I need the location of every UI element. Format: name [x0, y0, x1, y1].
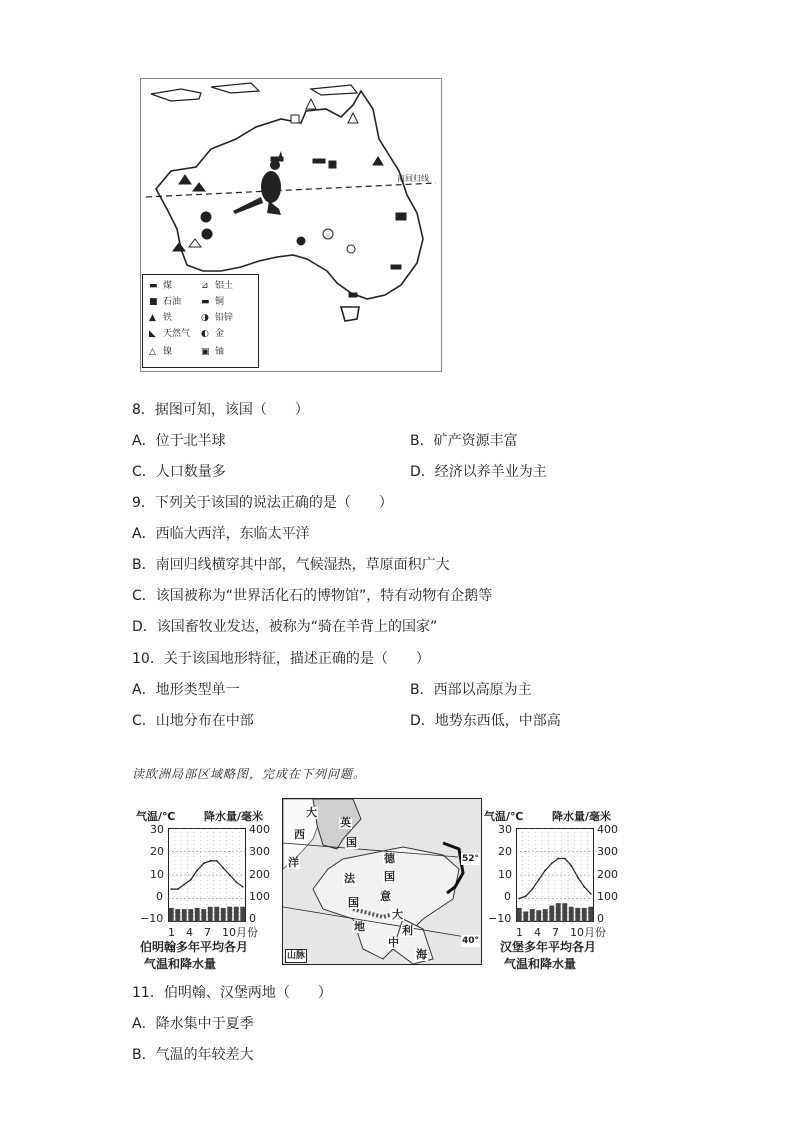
left-precip-head: 降水量/毫米 [204, 810, 264, 823]
question-9-option-a[interactable]: A．西临大西洋，东临太平洋 [132, 526, 310, 542]
question-11-stem: 11．伯明翰、汉堡两地（ ） [132, 985, 332, 1001]
precip-bar [549, 906, 554, 922]
precip-bar [182, 909, 187, 922]
left-chart-caption-2: 气温和降水量 [144, 957, 217, 971]
right-temp-head: 气温/℃ [484, 810, 524, 823]
legend-label: 铅锌 [215, 313, 234, 323]
right-temp-tick: −10 [488, 912, 512, 925]
europe-map-svg [283, 799, 481, 964]
temperature-point [235, 881, 237, 883]
map-legend [142, 274, 259, 368]
temperature-point [544, 869, 546, 871]
map-label: 国 [384, 870, 395, 883]
temperature-point [525, 895, 527, 897]
temperature-point [209, 860, 211, 862]
precip-bar [169, 908, 174, 922]
precip-bar [588, 907, 593, 922]
right-temp-tick: 20 [498, 845, 512, 858]
coal-symbol [313, 159, 325, 163]
map-label: 大 [392, 908, 403, 921]
lat-52-label: 52° [462, 854, 480, 864]
left-month-ticks: 1 4 7 10月份 [168, 926, 258, 939]
legend-gas-symbol: ◣ [149, 329, 156, 339]
legend-coal-symbol: ▬ [149, 281, 158, 291]
map-label: 法 [344, 872, 355, 885]
question-8-option-a[interactable]: A．位于北半球 [132, 433, 226, 449]
precip-bar [234, 907, 239, 922]
temperature-point [531, 888, 533, 890]
right-precip-tick: 400 [597, 823, 618, 836]
legend-label: 铀 [215, 347, 225, 357]
right-temp-tick: 0 [504, 890, 511, 903]
map-label: 国 [346, 836, 357, 849]
precip-bar [562, 903, 567, 922]
left-temp-tick: 10 [150, 868, 164, 881]
island-path [151, 89, 201, 101]
precip-bar [582, 908, 587, 922]
map-label: 利 [402, 924, 413, 937]
question-8-option-b[interactable]: B．矿产资源丰富 [410, 433, 518, 449]
precip-bar [575, 908, 580, 922]
nickel-symbol [347, 245, 355, 253]
tasmania-path [341, 307, 359, 321]
oil-symbol [329, 161, 336, 168]
island-path [311, 85, 357, 95]
legend-label: 金 [215, 329, 225, 339]
birmingham-climate-chart [168, 828, 246, 922]
coal-symbol [391, 265, 401, 269]
question-11-option-b[interactable]: B．气温的年较差大 [132, 1047, 254, 1063]
right-chart-caption-1: 汉堡多年平均各月 [500, 940, 597, 954]
europe-region-map [282, 798, 482, 965]
precip-bar [227, 907, 232, 922]
right-temp-tick: 30 [498, 823, 512, 836]
precip-bar [517, 908, 522, 922]
hamburg-climate-chart [516, 828, 594, 922]
map-label: 意 [380, 890, 391, 903]
temperature-point [203, 862, 205, 864]
question-9-option-d[interactable]: D．该国畜牧业发达，被称为“骑在羊背上的国家” [132, 619, 438, 635]
gold-symbol [202, 229, 212, 239]
legend-label: 天然气 [163, 329, 191, 339]
question-11-option-a[interactable]: A．降水集中于夏季 [132, 1016, 254, 1032]
legend-copper-symbol: ▬ [201, 297, 210, 307]
temperature-point [170, 888, 172, 890]
map-label: 洋 [288, 856, 299, 869]
right-month-ticks: 1 4 7 10月份 [516, 926, 606, 939]
precip-bar [221, 908, 226, 922]
precip-bar [175, 909, 180, 922]
temperature-point [590, 893, 592, 895]
map-label: 国 [348, 896, 359, 909]
legend-uranium-symbol: ▣ [201, 347, 210, 357]
right-precip-tick: 0 [597, 912, 604, 925]
temperature-point [557, 858, 559, 860]
uranium-symbol [323, 229, 333, 239]
left-temp-tick: −10 [140, 912, 164, 925]
legend-label: 石油 [163, 297, 182, 307]
temperature-point [551, 862, 553, 864]
europe-section-intro: 读欧洲局部区域略图，完成在下列问题。 [132, 767, 367, 781]
question-10-option-c[interactable]: C．山地分布在中部 [132, 713, 254, 729]
lat-40-label: 40° [462, 936, 480, 946]
temperature-point [583, 886, 585, 888]
map-label: 中 [388, 936, 399, 949]
precip-bar [536, 910, 541, 922]
legend-label: 镍 [163, 347, 173, 357]
mountain-legend: 山脉 [287, 951, 306, 961]
precip-bar [569, 907, 574, 922]
left-chart-caption-1: 伯明翰多年平均各月 [140, 940, 249, 954]
temperature-point [570, 865, 572, 867]
temperature-point [190, 879, 192, 881]
precip-bar [523, 911, 528, 922]
left-temp-tick: 0 [156, 890, 163, 903]
question-9-option-b[interactable]: B．南回归线横穿其中部，气候湿热，草原面积广大 [132, 557, 450, 573]
right-precip-tick: 300 [597, 845, 618, 858]
precip-bar [543, 909, 548, 922]
right-precip-tick: 100 [597, 890, 618, 903]
coal-symbol [396, 213, 406, 220]
legend-nickel-symbol: △ [149, 347, 156, 357]
legend-label: 铜 [215, 297, 225, 307]
right-precip-tick: 200 [597, 868, 618, 881]
temperature-point [222, 867, 224, 869]
temperature-point [183, 884, 185, 886]
precip-bar [214, 907, 219, 922]
right-precip-head: 降水量/毫米 [552, 810, 612, 823]
temperature-point [538, 879, 540, 881]
left-precip-tick: 300 [249, 845, 270, 858]
question-9-stem: 9．下列关于该国的说法正确的是（ ） [132, 495, 393, 511]
legend-lead-zinc-symbol: ◑ [201, 313, 209, 323]
question-8-stem: 8．据图可知，该国（ ） [132, 402, 309, 418]
precip-bar [556, 903, 561, 922]
map-label: 大 [306, 806, 317, 819]
island-path [211, 83, 259, 93]
map-label: 西 [294, 828, 305, 841]
left-precip-tick: 200 [249, 868, 270, 881]
map-label: 海 [416, 948, 427, 961]
right-temp-tick: 10 [498, 868, 512, 881]
legend-label: 铝土 [215, 281, 234, 291]
legend-label: 煤 [163, 281, 173, 291]
left-temp-tick: 20 [150, 845, 164, 858]
temperature-point [196, 869, 198, 871]
precip-bar [188, 909, 193, 922]
question-10-option-b[interactable]: B．西部以高原为主 [410, 682, 532, 698]
question-8-option-d[interactable]: D．经济以养羊业为主 [410, 464, 547, 480]
coal-symbol [349, 293, 357, 297]
temperature-point [229, 874, 231, 876]
tropic-label: 南回归线 [397, 174, 429, 183]
coal-symbol [271, 157, 283, 161]
gold-symbol [201, 212, 211, 222]
right-chart-caption-2: 气温和降水量 [504, 957, 577, 971]
left-precip-tick: 100 [249, 890, 270, 903]
question-9-option-c[interactable]: C．该国被称为“世界活化石的博物馆”，特有动物有企鹅等 [132, 588, 493, 604]
question-10-option-a[interactable]: A．地形类型单一 [132, 682, 240, 698]
precip-bar [530, 909, 535, 922]
precip-bar [201, 909, 206, 922]
precip-bar [240, 907, 245, 922]
left-temp-head: 气温/℃ [136, 810, 176, 823]
temperature-point [518, 898, 520, 900]
map-label: 地 [354, 920, 365, 933]
left-precip-tick: 400 [249, 823, 270, 836]
temperature-point [177, 888, 179, 890]
map-label: 英 [340, 816, 351, 829]
legend-gold-symbol: ◐ [201, 329, 209, 339]
bauxite-symbol [306, 99, 316, 109]
legend-bauxite-symbol: ⊿ [201, 281, 209, 291]
precip-bar [195, 908, 200, 922]
map-label: 德 [384, 852, 395, 865]
legend-iron-symbol: ▲ [149, 313, 156, 323]
temperature-point [564, 858, 566, 860]
left-precip-tick: 0 [249, 912, 256, 925]
temperature-point [577, 876, 579, 878]
temperature-point [216, 860, 218, 862]
temperature-point [242, 886, 244, 888]
question-8-option-c[interactable]: C．人口数量多 [132, 464, 226, 480]
legend-oil-symbol: ■ [149, 297, 158, 307]
precip-bar [208, 907, 213, 922]
gold-symbol [297, 237, 305, 245]
legend-label: 铁 [163, 313, 173, 323]
question-10-option-d[interactable]: D．地势东西低，中部高 [410, 713, 561, 729]
question-10-stem: 10．关于该国地形特征，描述正确的是（ ） [132, 651, 430, 667]
uranium-symbol [291, 115, 299, 123]
left-temp-tick: 30 [150, 823, 164, 836]
